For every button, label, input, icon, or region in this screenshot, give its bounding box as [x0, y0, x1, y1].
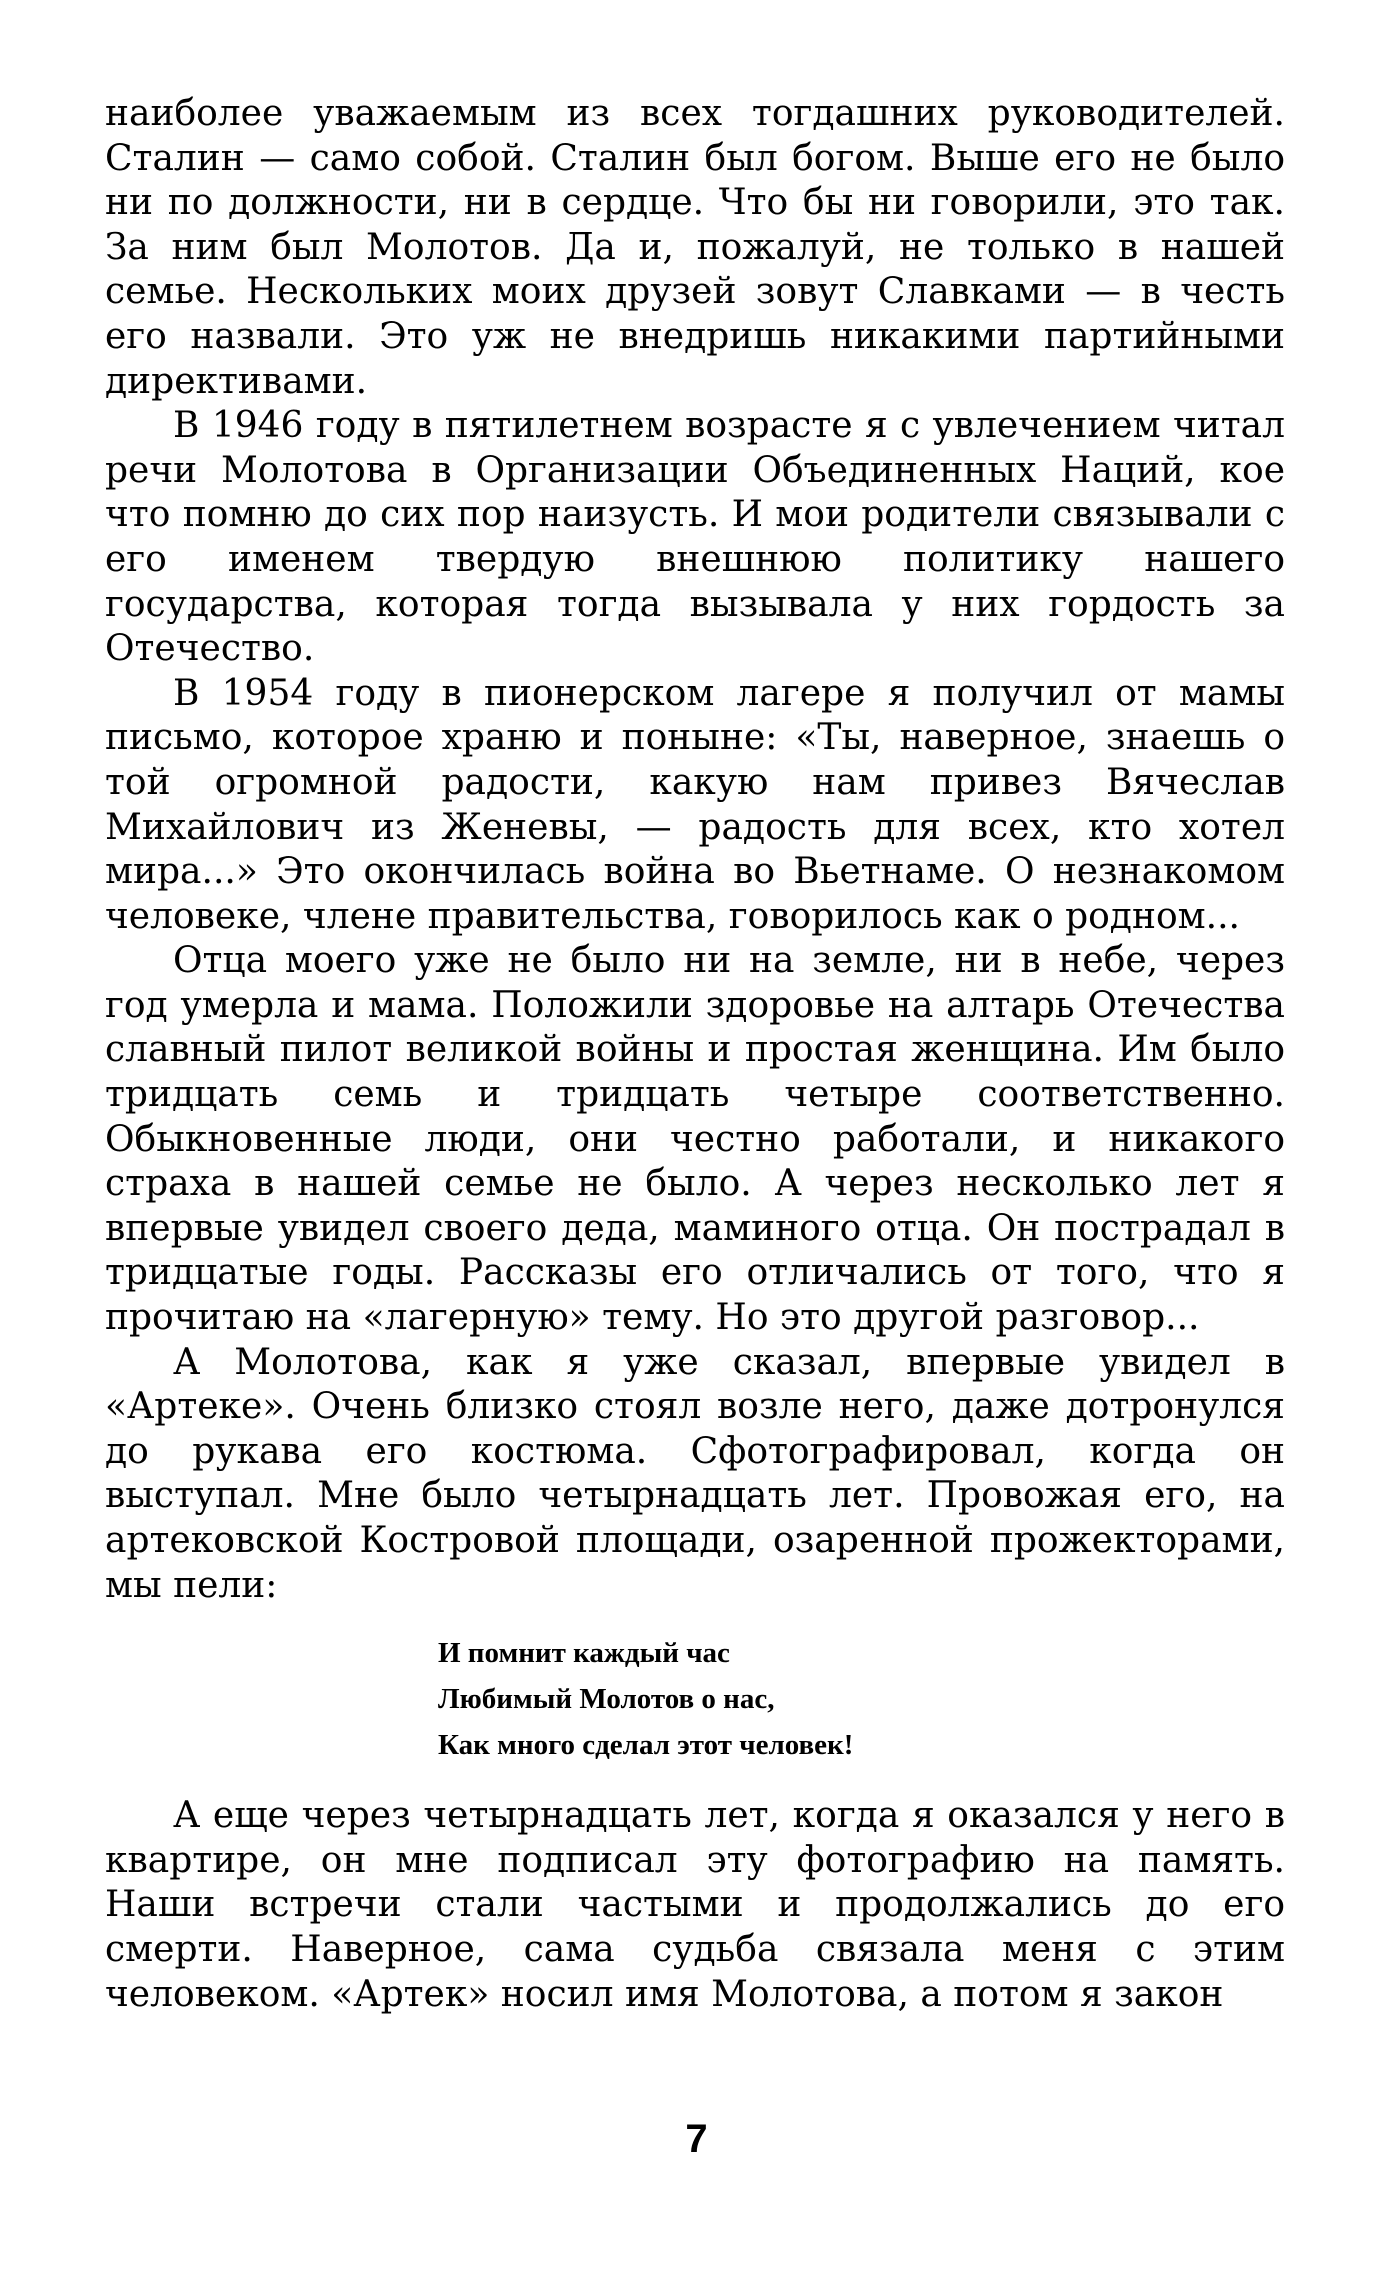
song-verse: [438, 1630, 1285, 1768]
paragraph-1954: В 1954 году в пионерском лагере я получил от мамы письмо, которое храню и поныне: «Ты, наверное, знаешь о той огромной радости, какую нам привез Вячеслав Михайлович из Женевы, — радость для всех, кто хотел мира...» Это окончилась война во Вьетнаме. О незнакомом человеке, члене правительства, говорилось как о родном...: [105, 672, 1285, 937]
page-number: 7: [685, 2117, 708, 2161]
verse-line: И помнит каждый час: [438, 1637, 730, 1670]
verse-line: Как много сделал этот человек!: [438, 1729, 854, 1762]
paragraph-1946: В 1946 году в пятилетнем возрасте я с увлечением читал речи Молотова в Организации Объединенных Наций, кое что помню до сих пор наизусть. И мои родители связывали с его именем твердую внешнюю политику нашего государства, которая тогда вызывала у них гордость за Отечество.: [105, 405, 1285, 670]
paragraph-closing: А еще через четырнадцать лет, когда я оказался у него в квартире, он мне подписал эту фотографию на память. Наши встречи стали частыми и продолжались до его смерти. Наверное, сама судьба связала меня с этим человеком. «Артек» носил имя Молотова, а потом я закон: [105, 1795, 1285, 2015]
page-body: [105, 92, 1285, 2017]
paragraph-artek: А Молотова, как я уже сказал, впервые увидел в «Артеке». Очень близко стоял возле него, даже дотронулся до рукава его костюма. Сфотографировал, когда он выступал. Мне было четырнадцать лет. Провожая его, на артековской Костровой площади, озаренной прожекторами, мы пели:: [105, 1341, 1285, 1606]
paragraph-father: Отца моего уже не было ни на земле, ни в небе, через год умерла и мама. Положили здоровье на алтарь Отечества славный пилот великой войны и простая женщина. Им было тридцать семь и тридцать четыре соответственно. Обыкновенные люди, они честно работали, и никакого страха в нашей семье не было. А через несколько лет я впервые увидел своего деда, маминого отца. Он пострадал в тридцатые годы. Рассказы его отличались от того, что я прочитаю на «лагерную» тему. Но это другой разговор...: [105, 940, 1285, 1339]
verse-line: Любимый Молотов о нас,: [438, 1683, 775, 1716]
paragraph-continuation: наиболее уважаемым из всех тогдашних руководителей. Сталин — само собой. Сталин был богом. Выше его не было ни по должности, ни в сердце. Что бы ни говорили, это так. За ним был Молотов. Да и, пожалуй, не только в нашей семье. Нескольких моих друзей зовут Славками — в честь его назвали. Это уж не внедришь никакими партийными директивами.: [105, 93, 1285, 402]
